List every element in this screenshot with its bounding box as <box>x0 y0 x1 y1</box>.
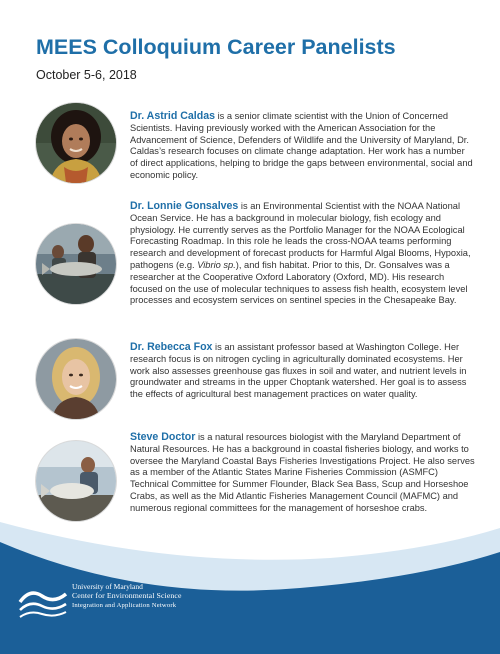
page-title: MEES Colloquium Career Panelists <box>36 35 396 59</box>
panelist-name: Dr. Astrid Caldas <box>130 110 215 122</box>
panelist-photo-gonsalves <box>36 224 116 304</box>
logo-university: University of Maryland <box>72 582 143 591</box>
panelist-bio-gonsalves <box>130 201 475 307</box>
bio-text: is a natural resources biologist with the Maryland Department of Natural Resources. He has a background in coastal fisheries biology, and works to oversee the Maryland Coastal Bays Fisheries Investigations Project. He also serves as a member of the Atlantic States Marine Fisheries Commission (ASMFC) Technical Committee for Summer Flounder, Black Sea Bass, Scup and Horseshoe Crabs, as well as the Mid Atlantic Fisheries Management Council (MAFMC) and numerous regional committees for the management of horseshoe crabs. <box>130 432 475 513</box>
panelist-name: Steve Doctor <box>130 431 196 443</box>
logo-network-name: Integration and Application Network <box>72 602 177 609</box>
panelist-photo-caldas <box>36 103 116 183</box>
event-date: October 5-6, 2018 <box>36 68 137 82</box>
logo-center-name: Center for Environmental Science <box>72 591 182 600</box>
panelist-name: Dr. Lonnie Gonsalves <box>130 200 239 212</box>
panelist-photo-fox <box>36 339 116 419</box>
panelist-name: Dr. Rebecca Fox <box>130 341 213 353</box>
panelist-bio-caldas <box>130 111 475 182</box>
bio-text: is a senior climate scientist with the Union of Concerned Scientists. Having previously worked with the American Association for the Advancement of Science, Defenders of Wildlife and the University of Maryland, Dr. Caldas’s research focuses on climate change adaptation. Her work has a number of direct applications, helping to bridge the gaps between environmental, social and economic policy. <box>130 111 473 180</box>
bio-text: ), and fish habitat. Prior to this, Dr. Gonsalves was a researcher at the Cooperative Oxford Laboratory (Oxford, MD). His research focused on the use of molecular techniques to assess fish health, ecosystem level processes and ecosystem services on sentinel species in the Chesapeake Bay. <box>130 259 468 306</box>
bio-italic-text: Vibrio sp. <box>197 259 236 270</box>
bio-text: is an Environmental Scientist with the NOAA National Ocean Service. He has a background in molecular biology, fish ecology and physiology. He currently serves as the Portfolio Manager for the NOAA Ecological Forecasting Roadmap. In this role he leads the cross-NOAA teams performing research and development of forecast products for Harmful Algal Blooms, Hypoxia, pathogens (e.g. <box>130 201 471 270</box>
logo-wave-icon <box>18 580 68 622</box>
umces-logo <box>18 580 218 640</box>
panelist-bio-fox <box>130 342 475 401</box>
logo-text <box>72 582 182 610</box>
bio-text: is an assistant professor based at Washington College. Her research focus is on nitrogen cycling in agriculturally dominated ecosystems. Her work also assesses greenhouse gas fluxes in soil and water, and nutrient levels in groundwater and streams in the upper Choptank watershed. Her goal is to assess the effects of agricultural best management practices on water quality. <box>130 342 467 400</box>
